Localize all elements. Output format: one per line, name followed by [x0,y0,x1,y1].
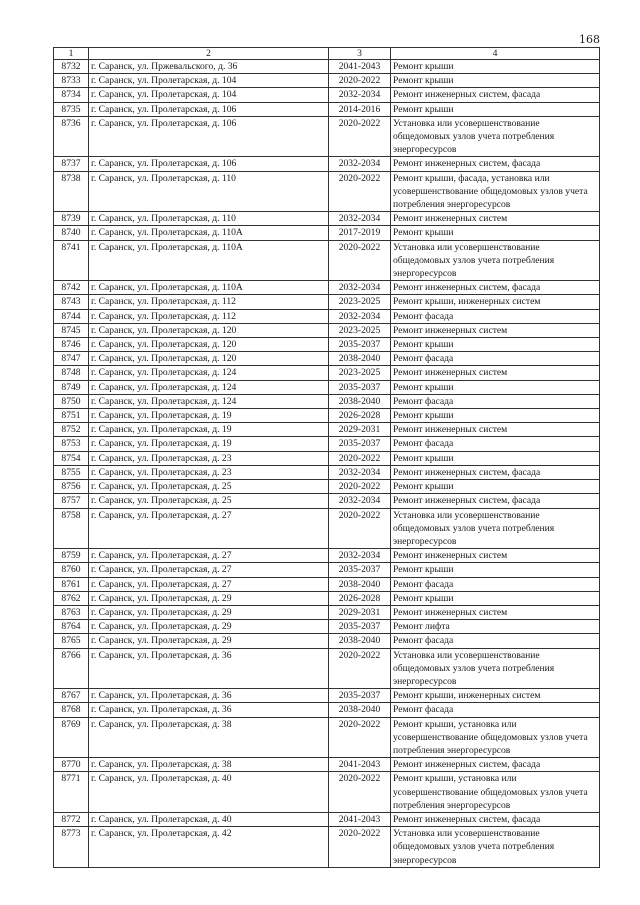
row-number-cell: 8761 [54,577,89,591]
row-number-cell: 8732 [54,60,89,74]
row-number-cell: 8765 [54,634,89,648]
work-type-cell: Ремонт фасада [391,309,600,323]
work-type-cell: Ремонт лифта [391,620,600,634]
work-type-cell: Ремонт инженерных систем, фасада [391,88,600,102]
address-cell: г. Саранск, ул. Пролетарская, д. 110 [89,212,329,226]
row-number-cell: 8746 [54,338,89,352]
work-type-cell: Установка или усовершенствование общедомовых узлов учета потребления энергоресурсов [391,508,600,549]
period-cell: 2026-2028 [329,591,391,605]
row-number-cell: 8758 [54,508,89,549]
period-cell: 2038-2040 [329,577,391,591]
row-number-cell: 8748 [54,366,89,380]
period-cell: 2035-2037 [329,338,391,352]
row-number-cell: 8742 [54,281,89,295]
row-number-cell: 8770 [54,758,89,772]
work-type-cell: Ремонт инженерных систем, фасада [391,494,600,508]
period-cell: 2038-2040 [329,703,391,717]
row-number-cell: 8764 [54,620,89,634]
address-cell: г. Саранск, ул. Пролетарская, д. 29 [89,605,329,619]
address-cell: г. Саранск, ул. Пролетарская, д. 19 [89,409,329,423]
address-cell: г. Саранск, ул. Пролетарская, д. 120 [89,338,329,352]
table-row [54,508,600,549]
period-cell: 2032-2034 [329,88,391,102]
row-number-cell: 8771 [54,772,89,813]
work-type-cell: Ремонт крыши, инженерных систем [391,689,600,703]
table-row [54,827,600,868]
table-row [54,648,600,689]
table-header-row [54,48,600,60]
address-cell: г. Саранск, ул. Пролетарская, д. 38 [89,758,329,772]
work-type-cell: Ремонт инженерных систем, фасада [391,157,600,171]
row-number-cell: 8769 [54,717,89,758]
address-cell: г. Саранск, ул. Пролетарская, д. 110 [89,171,329,212]
work-type-cell: Ремонт инженерных систем, фасада [391,465,600,479]
row-number-cell: 8759 [54,549,89,563]
row-number-cell: 8738 [54,171,89,212]
period-cell: 2020-2022 [329,74,391,88]
column-header-4: 4 [391,48,600,60]
address-cell: г. Саранск, ул. Пролетарская, д. 36 [89,648,329,689]
work-type-cell: Ремонт инженерных систем [391,323,600,337]
address-cell: г. Саранск, ул. Пролетарская, д. 19 [89,437,329,451]
work-type-cell: Ремонт фасада [391,437,600,451]
row-number-cell: 8762 [54,591,89,605]
row-number-cell: 8757 [54,494,89,508]
row-number-cell: 8753 [54,437,89,451]
table-row [54,380,600,394]
period-cell: 2020-2022 [329,508,391,549]
table-row [54,338,600,352]
row-number-cell: 8773 [54,827,89,868]
address-cell: г. Саранск, ул. Пролетарская, д. 38 [89,717,329,758]
work-type-cell: Ремонт инженерных систем, фасада [391,812,600,826]
period-cell: 2014-2016 [329,102,391,116]
period-cell: 2020-2022 [329,772,391,813]
table-row [54,620,600,634]
row-number-cell: 8750 [54,394,89,408]
row-number-cell: 8754 [54,451,89,465]
period-cell: 2029-2031 [329,423,391,437]
period-cell: 2023-2025 [329,323,391,337]
period-cell: 2038-2040 [329,394,391,408]
row-number-cell: 8744 [54,309,89,323]
row-number-cell: 8755 [54,465,89,479]
work-type-cell: Ремонт инженерных систем [391,212,600,226]
period-cell: 2020-2022 [329,171,391,212]
table-row [54,812,600,826]
work-type-cell: Ремонт крыши [391,380,600,394]
work-type-cell: Ремонт крыши, фасада, установка или усовершенствование общедомовых узлов учета потребления энергоресурсов [391,171,600,212]
table-row [54,102,600,116]
address-cell: г. Саранск, ул. Пролетарская, д. 29 [89,620,329,634]
address-cell: г. Саранск, ул. Пролетарская, д. 110А [89,240,329,281]
table-row [54,60,600,74]
table-row [54,281,600,295]
row-number-cell: 8743 [54,295,89,309]
register-table [53,47,600,868]
address-cell: г. Саранск, ул. Пролетарская, д. 106 [89,116,329,157]
work-type-cell: Установка или усовершенствование общедомовых узлов учета потребления энергоресурсов [391,240,600,281]
address-cell: г. Саранск, ул. Пролетарская, д. 36 [89,689,329,703]
row-number-cell: 8763 [54,605,89,619]
table-row [54,88,600,102]
address-cell: г. Саранск, ул. Пролетарская, д. 106 [89,157,329,171]
period-cell: 2020-2022 [329,240,391,281]
period-cell: 2032-2034 [329,281,391,295]
work-type-cell: Ремонт крыши [391,451,600,465]
table-row [54,157,600,171]
row-number-cell: 8752 [54,423,89,437]
address-cell: г. Саранск, ул. Пролетарская, д. 25 [89,480,329,494]
period-cell: 2035-2037 [329,563,391,577]
row-number-cell: 8756 [54,480,89,494]
row-number-cell: 8751 [54,409,89,423]
address-cell: г. Саранск, ул. Пролетарская, д. 104 [89,88,329,102]
work-type-cell: Ремонт инженерных систем [391,549,600,563]
address-cell: г. Саранск, ул. Пролетарская, д. 27 [89,549,329,563]
table-row [54,394,600,408]
period-cell: 2032-2034 [329,549,391,563]
table-row [54,240,600,281]
row-number-cell: 8734 [54,88,89,102]
period-cell: 2035-2037 [329,380,391,394]
row-number-cell: 8740 [54,226,89,240]
work-type-cell: Ремонт крыши [391,409,600,423]
work-type-cell: Ремонт инженерных систем, фасада [391,758,600,772]
address-cell: г. Саранск, ул. Пролетарская, д. 25 [89,494,329,508]
period-cell: 2032-2034 [329,465,391,479]
address-cell: г. Саранск, ул. Пролетарская, д. 36 [89,703,329,717]
address-cell: г. Саранск, ул. Пролетарская, д. 40 [89,812,329,826]
address-cell: г. Саранск, ул. Пролетарская, д. 27 [89,577,329,591]
table-row [54,423,600,437]
table-row [54,409,600,423]
table-row [54,480,600,494]
period-cell: 2032-2034 [329,309,391,323]
column-header-3: 3 [329,48,391,60]
period-cell: 2035-2037 [329,437,391,451]
period-cell: 2020-2022 [329,480,391,494]
work-type-cell: Ремонт крыши [391,563,600,577]
work-type-cell: Ремонт крыши [391,338,600,352]
table-row [54,212,600,226]
work-type-cell: Ремонт фасада [391,634,600,648]
period-cell: 2020-2022 [329,827,391,868]
table-row [54,563,600,577]
address-cell: г. Саранск, ул. Пролетарская, д. 110А [89,226,329,240]
address-cell: г. Саранск, ул. Пролетарская, д. 104 [89,74,329,88]
period-cell: 2026-2028 [329,409,391,423]
table-row [54,171,600,212]
work-type-cell: Ремонт крыши [391,102,600,116]
table-row [54,634,600,648]
work-type-cell: Ремонт крыши, установка или усовершенствование общедомовых узлов учета потребления энергоресурсов [391,717,600,758]
address-cell: г. Саранск, ул. Пролетарская, д. 29 [89,634,329,648]
work-type-cell: Ремонт крыши [391,591,600,605]
address-cell: г. Саранск, ул. Пролетарская, д. 124 [89,366,329,380]
row-number-cell: 8766 [54,648,89,689]
row-number-cell: 8735 [54,102,89,116]
period-cell: 2020-2022 [329,717,391,758]
period-cell: 2020-2022 [329,116,391,157]
row-number-cell: 8772 [54,812,89,826]
period-cell: 2020-2022 [329,648,391,689]
page-number: 168 [579,33,600,46]
table-row [54,772,600,813]
work-type-cell: Ремонт крыши [391,480,600,494]
address-cell: г. Саранск, ул. Пролетарская, д. 19 [89,423,329,437]
period-cell: 2041-2043 [329,812,391,826]
table-row [54,309,600,323]
table-body [54,60,600,868]
table-row [54,591,600,605]
work-type-cell: Ремонт инженерных систем, фасада [391,281,600,295]
table-row [54,226,600,240]
work-type-cell: Ремонт фасада [391,394,600,408]
period-cell: 2023-2025 [329,295,391,309]
table-row [54,116,600,157]
table-row [54,577,600,591]
row-number-cell: 8760 [54,563,89,577]
work-type-cell: Установка или усовершенствование общедомовых узлов учета потребления энергоресурсов [391,648,600,689]
period-cell: 2038-2040 [329,634,391,648]
row-number-cell: 8745 [54,323,89,337]
address-cell: г. Саранск, ул. Пролетарская, д. 106 [89,102,329,116]
period-cell: 2017-2019 [329,226,391,240]
table-row [54,703,600,717]
period-cell: 2023-2025 [329,366,391,380]
period-cell: 2032-2034 [329,494,391,508]
address-cell: г. Саранск, ул. Пролетарская, д. 23 [89,465,329,479]
work-type-cell: Ремонт фасада [391,703,600,717]
work-type-cell: Ремонт инженерных систем [391,423,600,437]
table-row [54,465,600,479]
table-row [54,451,600,465]
work-type-cell: Ремонт крыши [391,74,600,88]
address-cell: г. Саранск, ул. Пролетарская, д. 120 [89,352,329,366]
column-header-2: 2 [89,48,329,60]
period-cell: 2038-2040 [329,352,391,366]
address-cell: г. Саранск, ул. Пржевальского, д. 36 [89,60,329,74]
address-cell: г. Саранск, ул. Пролетарская, д. 27 [89,563,329,577]
table-row [54,352,600,366]
row-number-cell: 8749 [54,380,89,394]
address-cell: г. Саранск, ул. Пролетарская, д. 112 [89,309,329,323]
address-cell: г. Саранск, ул. Пролетарская, д. 120 [89,323,329,337]
table-row [54,605,600,619]
period-cell: 2032-2034 [329,212,391,226]
row-number-cell: 8767 [54,689,89,703]
address-cell: г. Саранск, ул. Пролетарская, д. 110А [89,281,329,295]
table-row [54,494,600,508]
period-cell: 2032-2034 [329,157,391,171]
period-cell: 2029-2031 [329,605,391,619]
address-cell: г. Саранск, ул. Пролетарская, д. 112 [89,295,329,309]
table-row [54,717,600,758]
work-type-cell: Ремонт инженерных систем [391,366,600,380]
work-type-cell: Ремонт крыши [391,226,600,240]
address-cell: г. Саранск, ул. Пролетарская, д. 40 [89,772,329,813]
row-number-cell: 8736 [54,116,89,157]
row-number-cell: 8768 [54,703,89,717]
address-cell: г. Саранск, ул. Пролетарская, д. 27 [89,508,329,549]
row-number-cell: 8741 [54,240,89,281]
row-number-cell: 8747 [54,352,89,366]
row-number-cell: 8733 [54,74,89,88]
work-type-cell: Ремонт фасада [391,352,600,366]
table-row [54,74,600,88]
period-cell: 2035-2037 [329,620,391,634]
work-type-cell: Ремонт фасада [391,577,600,591]
address-cell: г. Саранск, ул. Пролетарская, д. 124 [89,394,329,408]
work-type-cell: Установка или усовершенствование общедомовых узлов учета потребления энергоресурсов [391,116,600,157]
row-number-cell: 8737 [54,157,89,171]
table-row [54,295,600,309]
work-type-cell: Ремонт крыши [391,60,600,74]
table-row [54,758,600,772]
table-row [54,549,600,563]
address-cell: г. Саранск, ул. Пролетарская, д. 124 [89,380,329,394]
table-row [54,366,600,380]
period-cell: 2020-2022 [329,451,391,465]
work-type-cell: Ремонт крыши, установка или усовершенствование общедомовых узлов учета потребления энергоресурсов [391,772,600,813]
work-type-cell: Ремонт крыши, инженерных систем [391,295,600,309]
address-cell: г. Саранск, ул. Пролетарская, д. 29 [89,591,329,605]
work-type-cell: Установка или усовершенствование общедомовых узлов учета потребления энергоресурсов [391,827,600,868]
period-cell: 2041-2043 [329,758,391,772]
period-cell: 2041-2043 [329,60,391,74]
table-row [54,437,600,451]
table-row [54,689,600,703]
table-row [54,323,600,337]
address-cell: г. Саранск, ул. Пролетарская, д. 42 [89,827,329,868]
column-header-1: 1 [54,48,89,60]
row-number-cell: 8739 [54,212,89,226]
work-type-cell: Ремонт инженерных систем [391,605,600,619]
period-cell: 2035-2037 [329,689,391,703]
address-cell: г. Саранск, ул. Пролетарская, д. 23 [89,451,329,465]
